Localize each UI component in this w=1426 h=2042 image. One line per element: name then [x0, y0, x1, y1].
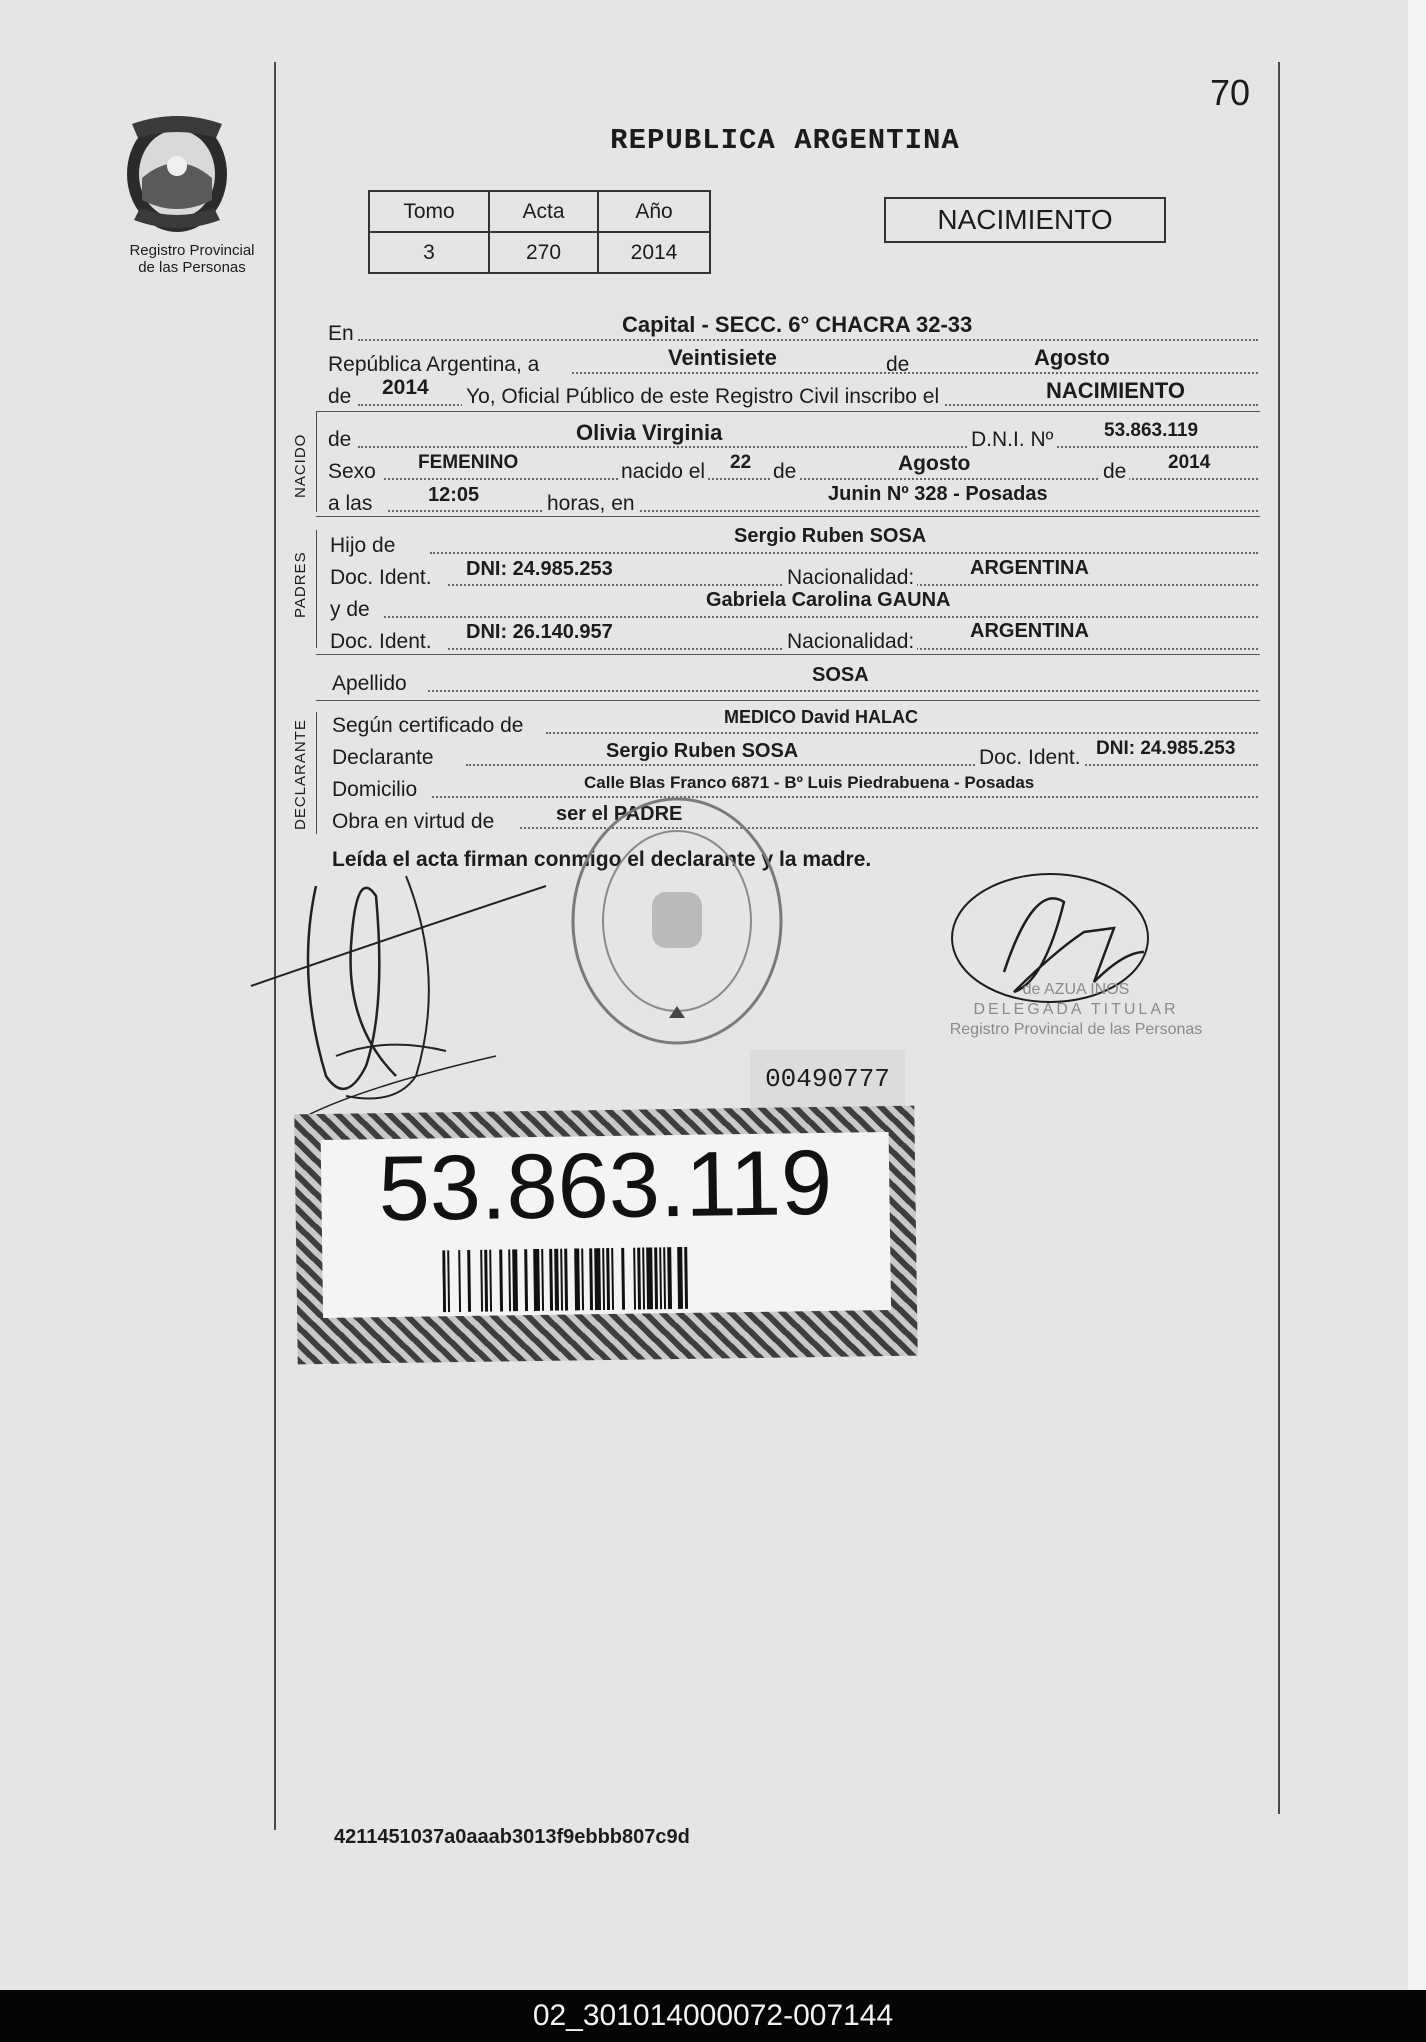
section-divider — [316, 712, 317, 834]
father-doc-value: DNI: 24.985.253 — [466, 558, 613, 580]
barcode-bar — [560, 1249, 563, 1311]
dotted-line — [428, 690, 1258, 692]
de-label: de — [328, 385, 352, 408]
section-rule — [316, 516, 1260, 517]
barcode-bar — [594, 1248, 601, 1310]
barcode-bar — [621, 1248, 625, 1310]
birth-day-value: 22 — [730, 452, 752, 473]
volume-value-acta: 270 — [489, 232, 598, 273]
page-number: 70 — [1210, 72, 1251, 113]
logo-caption-line1: Registro Provincial — [129, 242, 255, 259]
sticker-dni-number: 53.863.119 — [377, 1131, 833, 1241]
doc-ident-label: Doc. Ident. — [330, 630, 432, 653]
barcode — [442, 1245, 821, 1312]
padres-section-label: PADRES — [292, 551, 309, 618]
footer-id: 02_301014000072-007144 — [532, 1999, 894, 2032]
dotted-line — [358, 446, 1258, 448]
barcode-bar — [458, 1250, 461, 1312]
barcode-bar — [642, 1247, 645, 1309]
horas-label: horas, en — [544, 492, 638, 516]
official-stamp-text — [936, 980, 1216, 1040]
republic-label: República Argentina, a — [328, 353, 540, 376]
dotted-line — [384, 616, 1258, 618]
section-divider — [316, 530, 317, 648]
barcode-bar — [684, 1247, 688, 1309]
dotted-line — [388, 510, 1258, 512]
volume-value-ano: 2014 — [598, 232, 710, 273]
barcode-bar — [663, 1247, 666, 1309]
barcode-bar — [508, 1249, 511, 1311]
declarante-value: Sergio Ruben SOSA — [606, 740, 799, 762]
birth-time-value: 12:05 — [428, 484, 480, 506]
volume-header-acta: Acta — [489, 191, 598, 232]
child-name-value: Olivia Virginia — [576, 420, 723, 445]
place-value: Capital - SECC. 6° CHACRA 32-33 — [622, 312, 973, 337]
barcode-bar — [677, 1247, 683, 1309]
declarante-doc-value: DNI: 24.985.253 — [1096, 738, 1236, 759]
declarante-label: Declarante — [332, 746, 434, 769]
barcode-bar — [442, 1250, 446, 1312]
dotted-line — [546, 732, 1258, 734]
apellido-value: SOSA — [812, 664, 869, 686]
barcode-bar — [480, 1250, 483, 1312]
right-margin-line — [1278, 62, 1280, 1814]
domicilio-label: Domicilio — [332, 778, 418, 801]
de-label: de — [770, 460, 799, 484]
en-label: En — [328, 322, 354, 345]
page-title: REPUBLICA ARGENTINA — [610, 124, 960, 157]
volume-table — [368, 190, 711, 274]
a-las-label: a las — [328, 492, 373, 515]
month-value: Agosto — [1034, 345, 1110, 370]
nacionalidad-label: Nacionalidad: — [784, 566, 917, 590]
year-value: 2014 — [382, 376, 429, 399]
official-stamp-name: de AZUA INOS — [1022, 981, 1130, 998]
barcode-bar — [447, 1250, 450, 1312]
dni-label: D.N.I. Nº — [968, 428, 1056, 452]
barcode-bar — [554, 1249, 559, 1311]
footer-bar — [0, 1990, 1426, 2042]
barcode-bar — [484, 1250, 488, 1312]
official-text: Yo, Oficial Público de este Registro Civil inscribo el — [462, 385, 943, 409]
closing-statement: Leída el acta firman conmigo el declarante y la madre. — [332, 848, 872, 871]
obra-value: ser el PADRE — [556, 803, 683, 825]
official-stamp-title: DELEGADA TITULAR — [973, 1001, 1179, 1018]
nacido-el-label: nacido el — [618, 460, 708, 484]
province-emblem — [112, 108, 242, 238]
official-seal — [566, 792, 788, 1050]
section-rule — [316, 411, 1260, 412]
document-hash: 4211451037a0aaab3013f9ebbb807c9d — [334, 1826, 690, 1848]
child-dni-value: 53.863.119 — [1104, 420, 1199, 441]
barcode-bar — [659, 1247, 662, 1309]
father-name-value: Sergio Ruben SOSA — [734, 525, 927, 547]
volume-value-tomo: 3 — [369, 232, 489, 273]
nacido-de-label: de — [328, 428, 352, 451]
barcode-bar — [667, 1247, 672, 1309]
volume-header-ano: Año — [598, 191, 710, 232]
barcode-bar — [589, 1248, 593, 1310]
declarante-section-label: DECLARANTE — [292, 719, 309, 830]
barcode-bar — [606, 1248, 610, 1310]
certificado-value: MEDICO David HALAC — [724, 707, 919, 727]
mother-nationality-value: ARGENTINA — [970, 620, 1089, 642]
birth-place-value: Junin Nº 328 - Posadas — [828, 483, 1048, 505]
serial-number: 00490777 — [750, 1050, 905, 1108]
barcode-bar — [541, 1249, 544, 1311]
doc-ident-label: Doc. Ident. — [976, 746, 1084, 770]
father-nationality-value: ARGENTINA — [970, 557, 1089, 579]
domicilio-value: Calle Blas Franco 6871 - Bº Luis Piedrabuena - Posadas — [584, 773, 1035, 792]
logo-caption-line2: de las Personas — [138, 259, 246, 276]
mother-name-value: Gabriela Carolina GAUNA — [706, 589, 951, 611]
dotted-line — [572, 372, 1258, 374]
event-value: NACIMIENTO — [1046, 378, 1185, 403]
barcode-bar — [611, 1248, 614, 1310]
barcode-bar — [633, 1248, 636, 1310]
apellido-label: Apellido — [332, 672, 407, 695]
y-de-label: y de — [330, 598, 370, 621]
document-type-box: NACIMIENTO — [884, 197, 1166, 243]
obra-label: Obra en virtud de — [332, 810, 495, 833]
barcode-bar — [564, 1249, 568, 1311]
logo-caption — [96, 242, 288, 276]
barcode-bar — [646, 1247, 653, 1309]
doc-ident-label: Doc. Ident. — [330, 566, 432, 589]
section-rule — [316, 654, 1260, 655]
barcode-bar — [524, 1249, 528, 1311]
mother-doc-value: DNI: 26.140.957 — [466, 621, 613, 643]
de-label: de — [1100, 460, 1129, 484]
day-words-value: Veintisiete — [668, 345, 777, 370]
volume-header-tomo: Tomo — [369, 191, 489, 232]
dni-sticker — [294, 1106, 917, 1365]
barcode-bar — [581, 1248, 584, 1310]
hijo-de-label: Hijo de — [330, 534, 396, 557]
dotted-line — [466, 764, 1258, 766]
page-edge — [1408, 0, 1426, 1990]
section-divider — [316, 412, 317, 512]
barcode-bar — [489, 1250, 492, 1312]
birth-month-value: Agosto — [898, 452, 971, 475]
sexo-value: FEMENINO — [418, 452, 519, 473]
sexo-label: Sexo — [328, 460, 376, 483]
barcode-bar — [574, 1248, 580, 1310]
barcode-bar — [637, 1248, 641, 1310]
barcode-bar — [549, 1249, 553, 1311]
nacido-section-label: NACIDO — [292, 433, 309, 498]
dotted-line — [432, 796, 1258, 798]
barcode-bar — [602, 1248, 605, 1310]
sticker-face — [321, 1132, 891, 1318]
segun-certificado-label: Según certificado de — [332, 714, 524, 737]
dotted-line — [430, 552, 1258, 554]
de-label: de — [886, 353, 910, 376]
section-rule — [316, 700, 1260, 701]
barcode-bar — [533, 1249, 540, 1311]
barcode-bar — [654, 1247, 658, 1309]
nacionalidad-label: Nacionalidad: — [784, 630, 917, 654]
barcode-bar — [499, 1249, 503, 1311]
birth-year-value: 2014 — [1168, 452, 1211, 473]
dotted-line — [358, 339, 1258, 341]
barcode-bar — [467, 1250, 471, 1312]
declarant-signature — [246, 826, 566, 1126]
official-stamp-org: Registro Provincial de las Personas — [949, 1021, 1203, 1038]
barcode-bar — [512, 1249, 518, 1311]
